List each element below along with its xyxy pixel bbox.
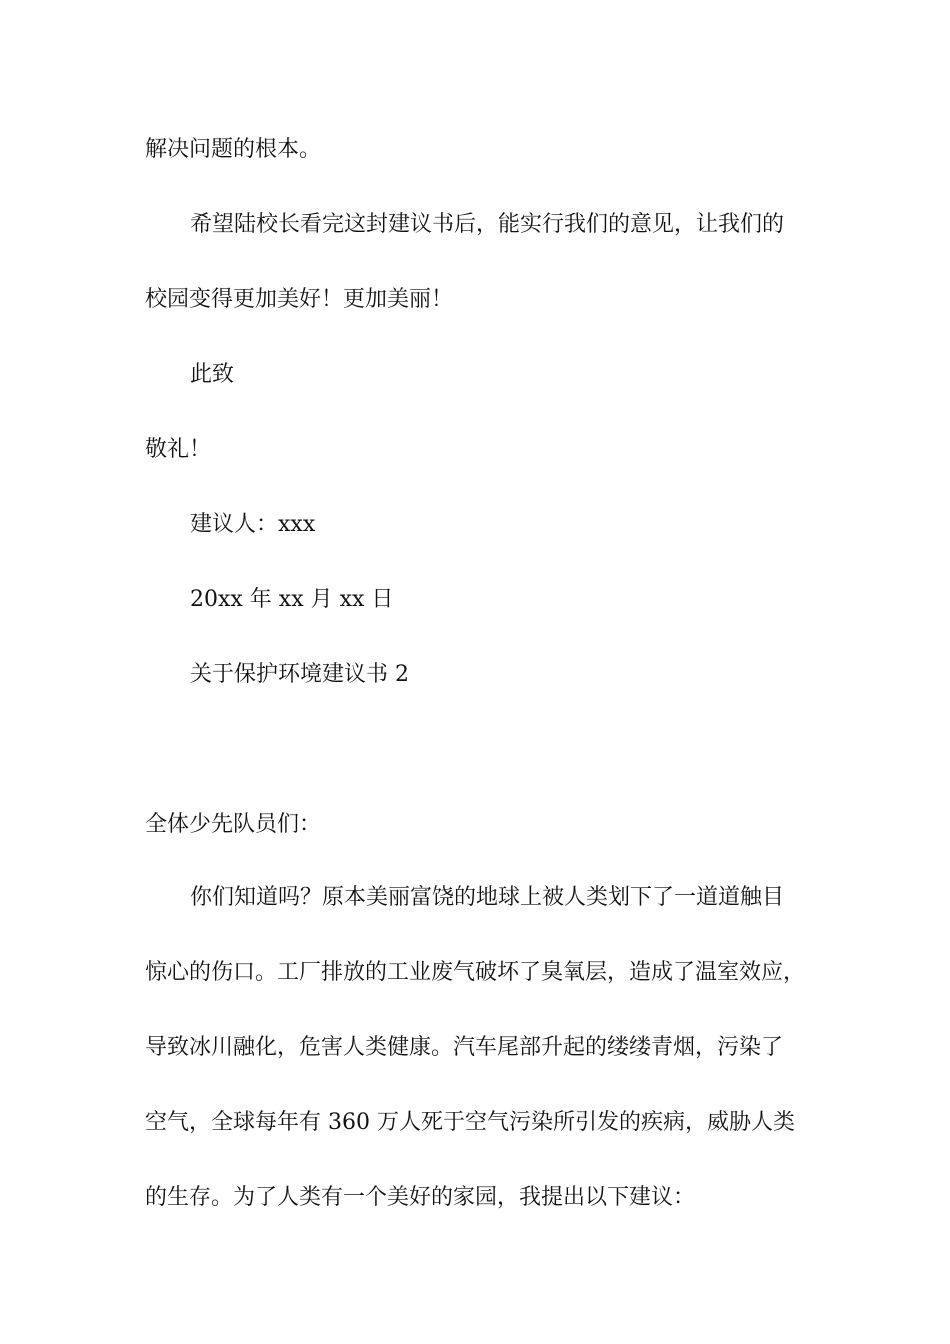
signature-proposer: 建议人：xxx	[190, 512, 316, 537]
paragraph-line: 导致冰川融化，危害人类健康。汽车尾部升起的缕缕青烟，污染了	[145, 1035, 784, 1060]
paragraph-line: 空气，全球每年有 360 万人死于空气污染所引发的疾病，威胁人类	[145, 1110, 795, 1135]
greeting: 全体少先队员们：	[145, 812, 322, 837]
signature-date: 20xx 年 xx 月 xx 日	[190, 587, 394, 612]
paragraph-line: 的生存。为了人类有一个美好的家园，我提出以下建议：	[145, 1185, 696, 1210]
paragraph-line: 校园变得更加美好！更加美丽！	[145, 287, 454, 312]
paragraph-line: 希望陆校长看完这封建议书后，能实行我们的意见，让我们的	[190, 212, 785, 237]
section-title: 关于保护环境建议书 2	[190, 662, 409, 687]
paragraph-line: 你们知道吗？原本美丽富饶的地球上被人类划下了一道道触目	[190, 885, 785, 910]
paragraph-line: 解决问题的根本。	[145, 137, 322, 162]
closing-regards: 敬礼！	[145, 437, 212, 462]
closing-salutation: 此致	[190, 362, 235, 387]
paragraph-line: 惊心的伤口。工厂排放的工业废气破坏了臭氧层，造成了温室效应，	[145, 960, 806, 985]
